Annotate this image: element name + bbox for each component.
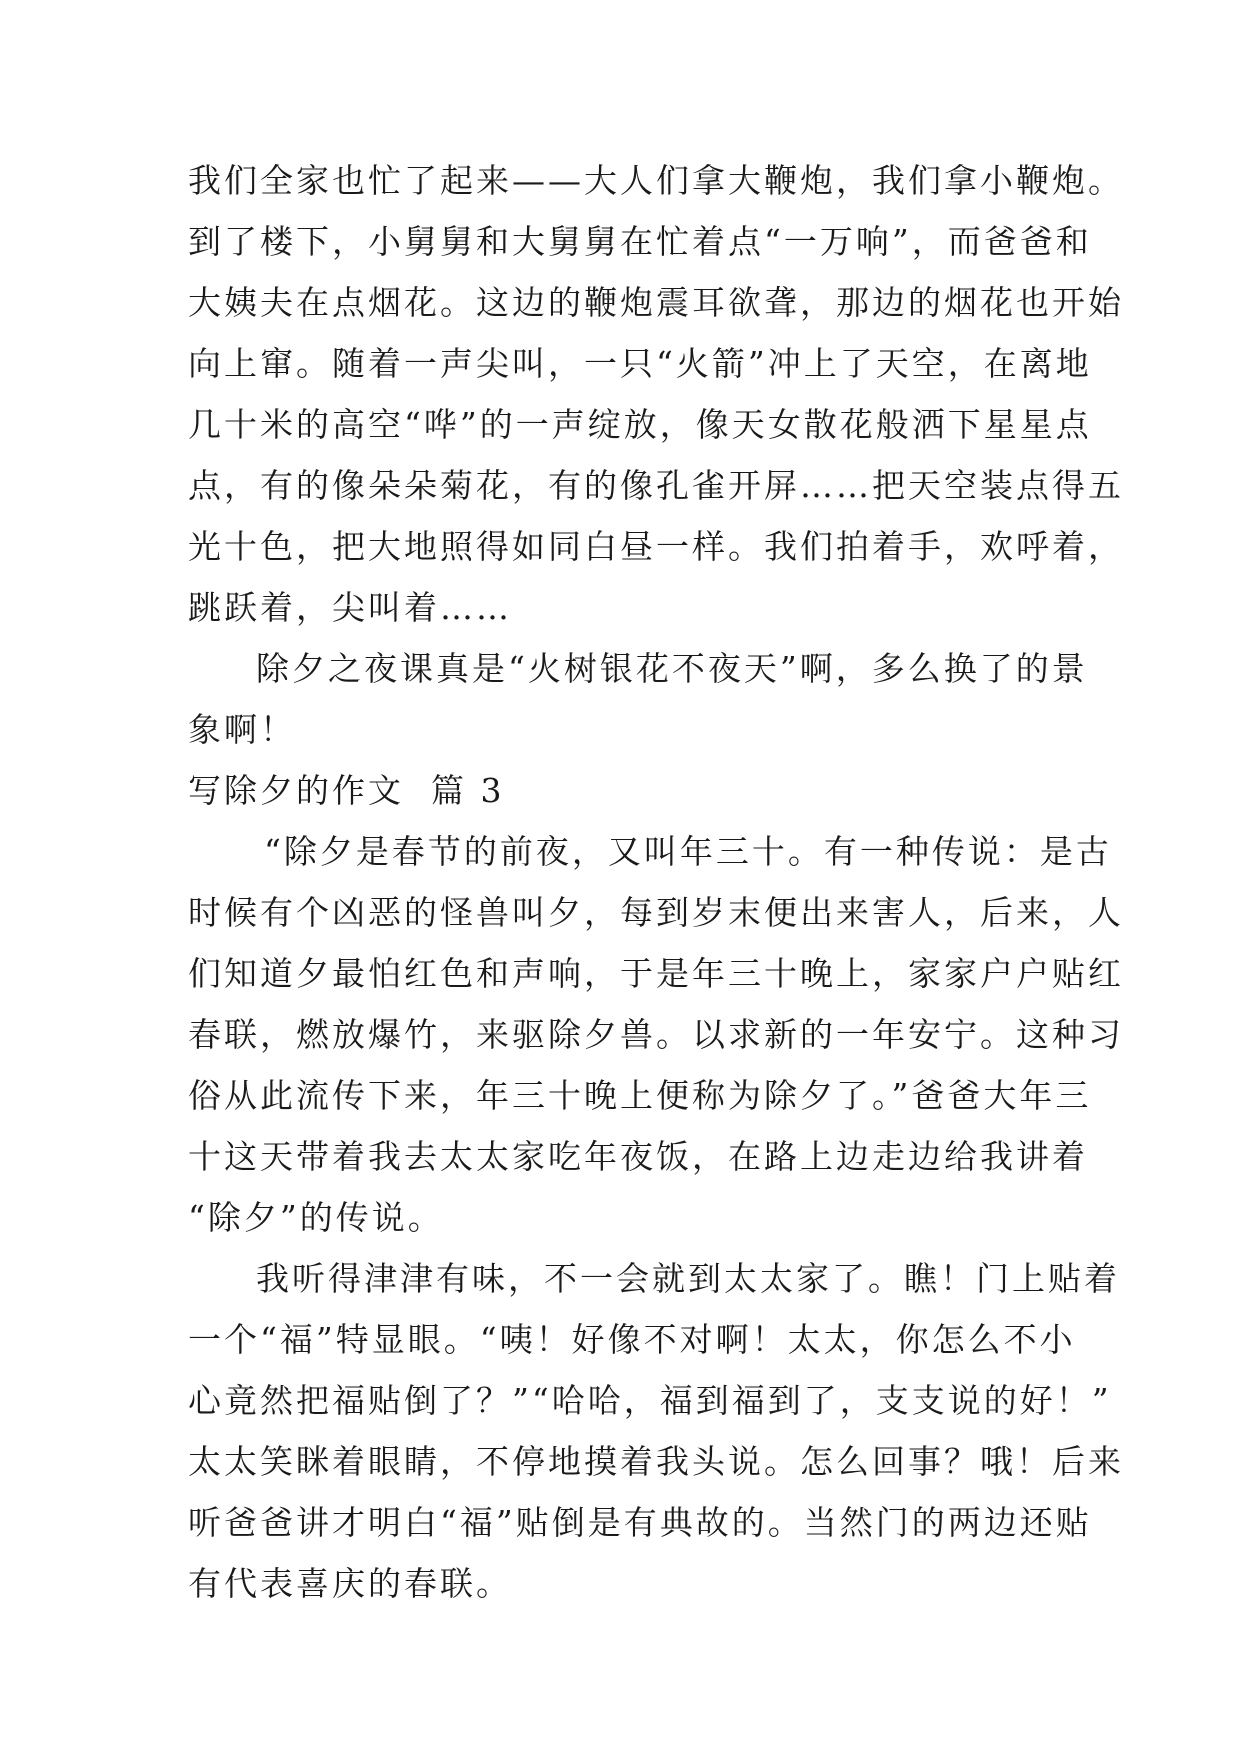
text-line: 有代表喜庆的春联。 [188, 1564, 512, 1603]
text-line: 跳跃着，尖叫着…… [188, 588, 512, 627]
text-line: 除夕之夜课真是“火树银花不夜天”啊，多么换了的景 [256, 649, 1088, 688]
text-line: 几十米的高空“哗”的一声绽放，像天女散花般洒下星星点 [188, 405, 1092, 444]
text-line: “除夕是春节的前夜，又叫年三十。有一种传说：是古 [264, 832, 1112, 871]
text-line: 太太笑眯着眼睛，不停地摸着我头说。怎么回事？哦！后来 [188, 1442, 1124, 1481]
paragraph-fireworks [188, 150, 1124, 638]
section-heading: 写除夕的作文 篇 3 [188, 771, 505, 810]
text-line: “除夕”的传说。 [188, 1198, 444, 1237]
text-line: 象啊！ [188, 710, 296, 749]
text-line: 心竟然把福贴倒了？”“哈哈，福到福到了，支支说的好！” [188, 1381, 1112, 1420]
text-line: 十这天带着我去太太家吃年夜饭，在路上边走边给我讲着 [188, 1137, 1088, 1176]
text-line: 光十色，把大地照得如同白昼一样。我们拍着手，欢呼着， [188, 527, 1124, 566]
paragraph-fu-character [188, 1248, 1124, 1614]
text-line: 一个“福”特显眼。“咦！好像不对啊！太太，你怎么不小 [188, 1320, 1076, 1359]
text-line: 大姨夫在点烟花。这边的鞭炮震耳欲聋，那边的烟花也开始 [188, 283, 1124, 322]
text-line: 向上窜。随着一声尖叫，一只“火箭”冲上了天空，在离地 [188, 344, 1092, 383]
text-line: 春联，燃放爆竹，来驱除夕兽。以求新的一年安宁。这种习 [188, 1015, 1124, 1054]
text-line: 到了楼下，小舅舅和大舅舅在忙着点“一万响”，而爸爸和 [188, 222, 1092, 261]
text-line: 我听得津津有味，不一会就到太太家了。瞧！门上贴着 [256, 1259, 1120, 1298]
paragraph-legend [188, 821, 1124, 1248]
text-line: 点，有的像朵朵菊花，有的像孔雀开屏……把天空装点得五 [188, 466, 1124, 505]
paragraph-conclusion [188, 638, 1088, 760]
text-line: 俗从此流传下来，年三十晚上便称为除夕了。”爸爸大年三 [188, 1076, 1092, 1115]
text-line: 我们全家也忙了起来——大人们拿大鞭炮，我们拿小鞭炮。 [188, 161, 1124, 200]
text-line: 们知道夕最怕红色和声响，于是年三十晚上，家家户户贴红 [188, 954, 1124, 993]
text-line: 听爸爸讲才明白“福”贴倒是有典故的。当然门的两边还贴 [188, 1503, 1092, 1542]
text-line: 时候有个凶恶的怪兽叫夕，每到岁末便出来害人，后来，人 [188, 893, 1124, 932]
document-body [188, 150, 1124, 1614]
